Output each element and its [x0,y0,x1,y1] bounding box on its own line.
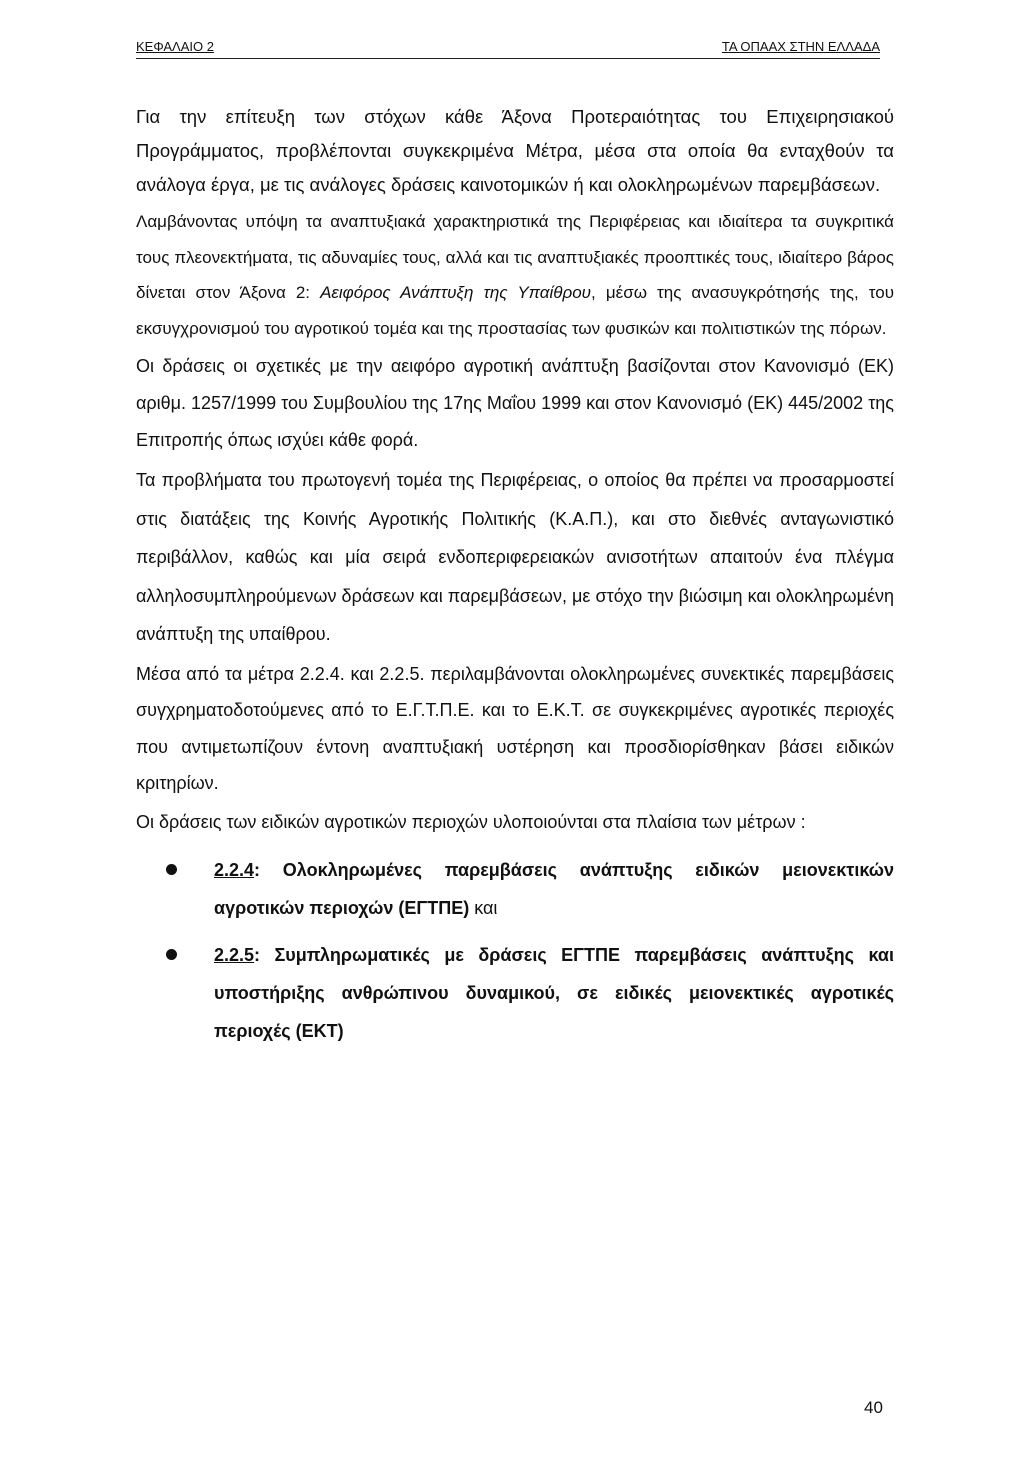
measure-tail: και [469,897,498,918]
paragraph-6: Οι δράσεις των ειδικών αγροτικών περιοχών υλοποιούνται στα πλαίσια των μέτρων : [136,811,806,832]
page-number: 40 [864,1398,883,1417]
list-item [136,851,894,927]
section-label: ΤΑ ΟΠΑΑΧ ΣΤΗΝ ΕΛΛΑΔΑ [721,39,880,54]
page-header [136,36,880,59]
paragraph-3: Οι δράσεις οι σχετικές με την αειφόρο αγροτική ανάπτυξη βασίζονται στον Κανονισμό (ΕΚ) αριθμ. 1257/1999 του Συμβουλίου της 17ης Μαΐου 1999 και στον Κανονισμό (ΕΚ) 445/2002 της Επιτροπής όπως ισχύει κάθε φορά. [136,356,894,450]
measure-text: : Ολοκληρωμένες παρεμβάσεις ανάπτυξης ειδικών μειονεκτικών αγροτικών περιοχών (ΕΓΤΠΕ) [214,859,894,918]
paragraph-5: Μέσα από τα μέτρα 2.2.4. και 2.2.5. περιλαμβάνονται ολοκληρωμένες συνεκτικές παρεμβάσεις συγχρηματοδοτούμενες από το Ε.Γ.Τ.Π.Ε. και το Ε.Κ.Τ. σε συγκεκριμένες αγροτικές περιοχές που αντιμετωπίζουν έντονη αναπτυξιακή υστέρηση και προσδιορίσθηκαν βάσει ειδικών κριτηρίων. [136,663,894,793]
paragraph-2-end: , μέσω της ανασυγκρότησής της, του εκσυγχρονισμού του αγροτικού τομέα και της προστασίας των φυσικών και πολιτιστικών της πόρων. [136,283,894,338]
bullet-icon [166,864,177,875]
paragraph-1: Για την επίτευξη των στόχων κάθε Άξονα Προτεραιότητας του Επιχειρησιακού Προγράμματος, προβλέπονται συγκεκριμένα Μέτρα, μέσα στα οποία θα ενταχθούν τα ανάλογα έργα, με τις ανάλογες δράσεις καινοτομικών ή και ολοκληρωμένων παρεμβάσεων. [136,106,894,195]
measures-list [136,851,894,1050]
measure-code: 2.2.4 [214,859,255,880]
list-item [136,936,894,1050]
measure-code: 2.2.5 [214,944,255,965]
paragraph-4: Τα προβλήματα του πρωτογενή τομέα της Περιφέρειας, ο οποίος θα πρέπει να προσαρμοστεί στις διατάξεις της Κοινής Αγροτικής Πολιτικής (Κ.Α.Π.), και στο διεθνές ανταγωνιστικό περιβάλλον, καθώς και μία σειρά ενδοπεριφερειακών ανισοτήτων απαιτούν ένα πλέγμα αλληλοσυμπληρούμενων δράσεων και παρεμβάσεων, με στόχο την βιώσιμη και ολοκληρωμένη ανάπτυξη της υπαίθρου. [136,470,894,644]
document-body [136,100,894,1059]
chapter-label: ΚΕΦΑΛΑΙΟ 2 [136,39,214,54]
paragraph-2 [136,204,894,346]
paragraph-2-start: Λαμβάνοντας υπόψη τα αναπτυξιακά χαρακτηριστικά της Περιφέρειας και ιδιαίτερα τα συγκριτικά τους πλεονεκτήματα, τις αδυναμίες τους, αλλά και τις αναπτυξιακές προοπτικές τους, ιδιαίτερο βάρος δίνεται στον Άξονα 2: [136,212,894,302]
bullet-icon [166,949,177,960]
measure-text: : Συμπληρωματικές με δράσεις ΕΓΤΠΕ παρεμβάσεις ανάπτυξης και υποστήριξης ανθρώπινου δυναμικού, σε ειδικές μειονεκτικές αγροτικές περιοχές (ΕΚΤ) [214,944,894,1041]
paragraph-2-italic: Αειφόρος Ανάπτυξη της Υπαίθρου [320,283,592,302]
